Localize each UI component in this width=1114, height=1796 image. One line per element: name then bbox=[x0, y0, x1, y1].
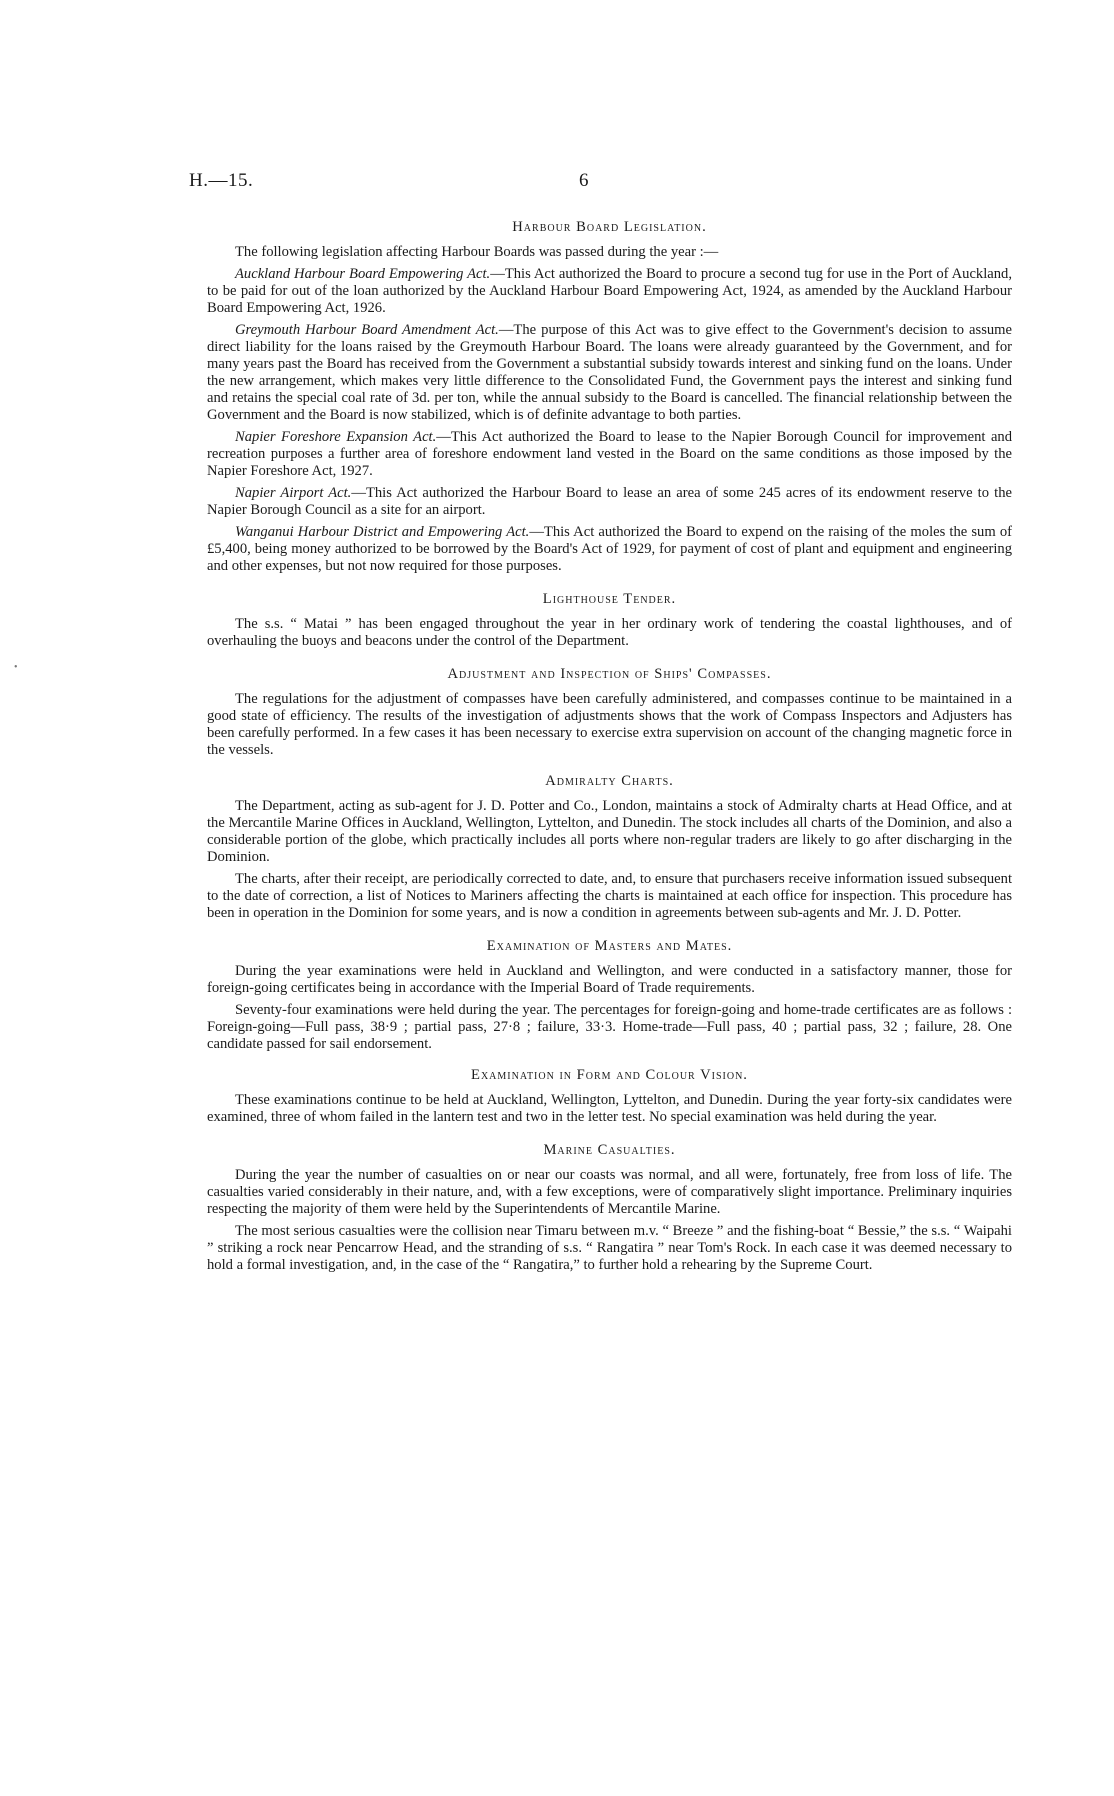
paragraph-text: The charts, after their receipt, are periodically corrected to date, and, to ensure that purchasers receive information issued subsequent to the date of correction, a list of Notices to Mariners affecting the charts is maintained at each office for inspection. This procedure has been in operation in the Dominion for some years, and is now a condition in agreements between sub-agents and Mr. J. D. Potter. bbox=[207, 871, 1012, 921]
section-compasses bbox=[207, 666, 1012, 759]
paragraph-text: The s.s. “ Matai ” has been engaged throughout the year in her ordinary work of tendering the coastal lighthouses, and of overhauling the buoys and beacons under the control of the Department. bbox=[207, 616, 1012, 649]
section-heading: Marine Casualties. bbox=[543, 1142, 676, 1158]
section-heading: Lighthouse Tender. bbox=[542, 591, 677, 607]
section-masters-and-mates bbox=[207, 938, 1012, 1053]
paragraph bbox=[207, 266, 1012, 317]
paragraph bbox=[207, 485, 1012, 519]
paragraph bbox=[207, 1092, 1012, 1126]
document-body bbox=[207, 219, 1012, 1288]
act-title: Wanganui Harbour District and Empowering Act. bbox=[235, 524, 530, 540]
paragraph-text: The Department, acting as sub-agent for J. D. Potter and Co., London, maintains a stock of Admiralty charts at Head Office, and at the Mercantile Marine Offices in Auckland, Wellington, Lyttelton, and Dunedin. The stock includes all charts of the Dominion, and also a considerable portion of the globe, which practically includes all ports where non-regular traders are likely to go after discharging in the Dominion. bbox=[207, 798, 1012, 865]
paragraph-text: The regulations for the adjustment of compasses have been carefully administered, and compasses continue to be maintained in a good state of efficiency. The results of the investigation of adjustments shows that the work of Compass Inspectors and Adjusters has been carefully performed. In a few cases it has been necessary to exercise extra supervision on account of the changing magnetic force in the vessels. bbox=[207, 691, 1012, 758]
paragraph bbox=[207, 524, 1012, 575]
paragraph-text: —This Act authorized the Harbour Board to lease an area of some 245 acres of its endowment reserve to the Napier Borough Council as a site for an airport. bbox=[207, 485, 1012, 518]
section-harbour-board-legislation bbox=[207, 219, 1012, 575]
section-heading: Examination of Masters and Mates. bbox=[486, 938, 733, 954]
paragraph-text: —This Act authorized the Board to expend on the raising of the moles the sum of £5,400, being money authorized to be borrowed by the Board's Act of 1929, for payment of cost of plant and equipment and engineering and other expenses, but not now required for those purposes. bbox=[207, 524, 1012, 574]
paragraph bbox=[207, 691, 1012, 759]
section-lighthouse-tender bbox=[207, 591, 1012, 650]
page-number: 6 bbox=[579, 170, 589, 191]
paragraph bbox=[207, 244, 1012, 261]
document-reference: H.—15. bbox=[189, 170, 254, 191]
paragraph bbox=[207, 871, 1012, 922]
margin-mark: • bbox=[14, 662, 18, 673]
act-title: Napier Foreshore Expansion Act. bbox=[235, 429, 437, 445]
paragraph-text: Seventy-four examinations were held during the year. The percentages for foreign-going and home-trade certificates are as follows : Foreign-going—Full pass, 38·9 ; partial pass, 27·8 ; failure, 33·3. Home-trade—Full pass, 40 ; partial pass, 32 ; failure, 28. One candidate passed for sail endorsement. bbox=[207, 1002, 1012, 1052]
paragraph bbox=[207, 798, 1012, 866]
paragraph-text: During the year the number of casualties on or near our coasts was normal, and all were, fortunately, free from loss of life. The casualties varied considerably in their nature, and, with a few exceptions, were of comparatively slight importance. Preliminary inquiries respecting the majority of them were held by the Superintendents of Mercantile Marine. bbox=[207, 1167, 1012, 1217]
act-title: Auckland Harbour Board Empowering Act. bbox=[235, 266, 491, 282]
paragraph bbox=[207, 1167, 1012, 1218]
paragraph bbox=[207, 963, 1012, 997]
section-marine-casualties bbox=[207, 1142, 1012, 1274]
paragraph bbox=[207, 1223, 1012, 1274]
paragraph-text: —This Act authorized the Board to procure a second tug for use in the Port of Auckland, to be paid for out of the loan authorized by the Auckland Harbour Board Empowering Act, 1924, as amended by the Auckland Harbour Board Empowering Act, 1926. bbox=[207, 266, 1012, 316]
paragraph-text: —This Act authorized the Board to lease to the Napier Borough Council for improvement and recreation purposes a further area of foreshore endowment land vested in the Board on the same conditions as those imposed by the Napier Foreshore Act, 1927. bbox=[207, 429, 1013, 479]
section-heading: Harbour Board Legislation. bbox=[512, 219, 707, 235]
paragraph bbox=[207, 322, 1012, 424]
paragraph-text: These examinations continue to be held at Auckland, Wellington, Lyttelton, and Dunedin. During the year forty-six candidates were examined, three of whom failed in the lantern test and two in the letter test. No special examination was held during the year. bbox=[207, 1092, 1012, 1125]
section-heading: Adjustment and Inspection of Ships' Compasses. bbox=[447, 666, 772, 682]
paragraph bbox=[207, 1002, 1012, 1053]
section-heading: Examination in Form and Colour Vision. bbox=[471, 1067, 748, 1083]
act-title: Napier Airport Act. bbox=[235, 485, 352, 501]
paragraph-text: The following legislation affecting Harbour Boards was passed during the year :— bbox=[235, 244, 719, 260]
paragraph-text: The most serious casualties were the collision near Timaru between m.v. “ Breeze ” and the fishing-boat “ Bessie,” the s.s. “ Waipahi ” striking a rock near Pencarrow Head, and the stranding of s.s. “ Rangatira ” near Tom's Rock. In each case it was deemed necessary to hold a formal investigation, and, in the case of the “ Rangatira,” to further hold a rehearing by the Supreme Court. bbox=[207, 1223, 1012, 1273]
paragraph-text: —The purpose of this Act was to give effect to the Government's decision to assume direct liability for the loans raised by the Greymouth Harbour Board. The loans were already guaranteed by the Government, and for many years past the Board has received from the Government a substantial subsidy towards interest and sinking fund on the loans. Under the new arrangement, which makes very little difference to the Consolidated Fund, the Government pays the interest and sinking fund and retains the special coal rate of 3d. per ton, while the annual subsidy to the Board is cancelled. The financial relationship between the Government and the Board is now stabilized, which is of definite advantage to both parties. bbox=[207, 322, 1012, 423]
section-heading: Admiralty Charts. bbox=[545, 773, 674, 789]
paragraph-text: During the year examinations were held in Auckland and Wellington, and were conducted in a satisfactory manner, those for foreign-going certificates being in accordance with the Imperial Board of Trade requirements. bbox=[207, 963, 1012, 996]
paragraph bbox=[207, 429, 1012, 480]
section-colour-vision bbox=[207, 1067, 1012, 1126]
act-title: Greymouth Harbour Board Amendment Act. bbox=[235, 322, 499, 338]
paragraph bbox=[207, 616, 1012, 650]
section-admiralty-charts bbox=[207, 773, 1012, 922]
